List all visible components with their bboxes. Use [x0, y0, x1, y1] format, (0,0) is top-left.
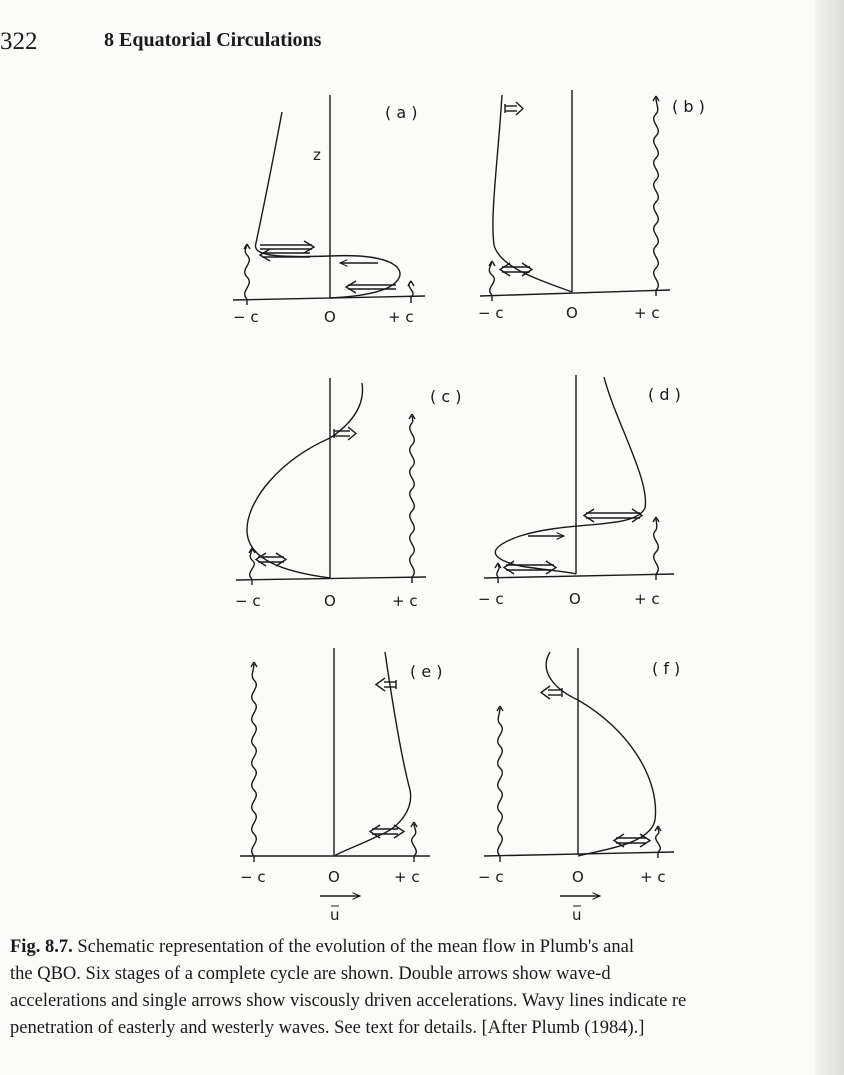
tick-label: + c	[388, 308, 414, 326]
tick-label: − c	[478, 590, 504, 608]
panel-a-double-arrow-upper	[260, 241, 314, 253]
panel-a-mean-flow-profile	[255, 112, 400, 298]
tick-label: O	[324, 308, 336, 326]
panel-e	[240, 648, 430, 862]
tick-label: − c	[478, 304, 504, 322]
panel-a	[233, 95, 425, 305]
tick-label: − c	[478, 868, 504, 886]
panel-a-baseline	[233, 296, 425, 300]
tick-label: O	[324, 592, 336, 610]
figure-number: Fig. 8.7.	[10, 937, 73, 957]
panel-d-baseline	[484, 574, 674, 578]
panel-b-baseline	[480, 290, 670, 296]
panel-c-mean-flow-profile	[247, 383, 362, 578]
ubar-label: u	[330, 906, 340, 924]
panel-d-double-arrow-upper	[584, 509, 642, 522]
panel-e-easterly-wave	[252, 664, 257, 856]
panel-b-easterly-wave	[489, 261, 494, 295]
ubar-label: u	[572, 906, 582, 924]
figure-caption-line-2: the QBO. Six stages of a complete cycle are shown. Double arrows show wave-d	[10, 964, 611, 984]
panel-label: ( b )	[672, 97, 705, 116]
tick-label: − c	[233, 308, 259, 326]
panel-c-easterly-wave	[250, 549, 255, 579]
caption-text: Schematic representation of the evolution of the mean flow in Plumb's anal	[72, 937, 634, 957]
figure-caption-line-1	[10, 934, 815, 961]
panel-d-westerly-wave	[654, 519, 659, 574]
panel-b-mean-flow-profile	[493, 95, 572, 292]
panel-b-double-arrow-top	[505, 102, 523, 115]
tick-label: + c	[634, 590, 660, 608]
panel-b-westerly-wave	[654, 98, 659, 290]
tick-label: + c	[634, 304, 660, 322]
tick-label: + c	[394, 868, 420, 886]
panel-c	[236, 378, 426, 585]
tick-label: O	[572, 868, 584, 886]
panel-e-mean-flow-profile	[334, 652, 411, 856]
panel-a-easterly-wave	[245, 244, 250, 299]
panel-b	[480, 90, 670, 301]
panel-f-mean-flow-profile	[546, 652, 655, 856]
tick-label: + c	[392, 592, 418, 610]
panel-c-double-arrow-bottom	[256, 553, 286, 566]
panel-d-easterly-wave	[497, 565, 499, 577]
panel-d-mean-flow-profile	[495, 377, 645, 574]
panel-d	[484, 375, 674, 583]
figure-caption-line-3: accelerations and single arrows show viscously driven accelerations. Wavy lines indicate re	[10, 991, 687, 1011]
tick-label: − c	[240, 868, 266, 886]
panel-label: ( d )	[648, 385, 681, 404]
tick-label: O	[569, 590, 581, 608]
figure-caption-line-4: penetration of easterly and westerly waves. See text for details. [After Plumb (1984).]	[10, 1018, 645, 1038]
panel-label: ( f )	[652, 659, 681, 678]
chapter-title: 8 Equatorial Circulations	[104, 29, 322, 51]
panel-label: ( a )	[385, 103, 418, 122]
panel-label: ( c )	[430, 387, 462, 406]
panel-f-easterly-wave	[498, 708, 503, 856]
tick-label: O	[566, 304, 578, 322]
tick-label: − c	[235, 592, 261, 610]
panel-f	[484, 648, 674, 862]
panel-c-westerly-wave	[410, 416, 415, 577]
tick-label: + c	[640, 868, 666, 886]
tick-label: O	[328, 868, 340, 886]
panel-e-westerly-wave	[412, 824, 417, 856]
panel-f-double-arrow-bottom	[614, 834, 650, 847]
panel-c-baseline	[236, 577, 426, 580]
panel-f-westerly-wave	[656, 828, 661, 852]
page-number: 322	[0, 28, 38, 55]
axis-label-z: z	[313, 146, 321, 164]
panel-e-double-arrow-top	[376, 678, 396, 691]
panel-label: ( e )	[410, 662, 443, 681]
